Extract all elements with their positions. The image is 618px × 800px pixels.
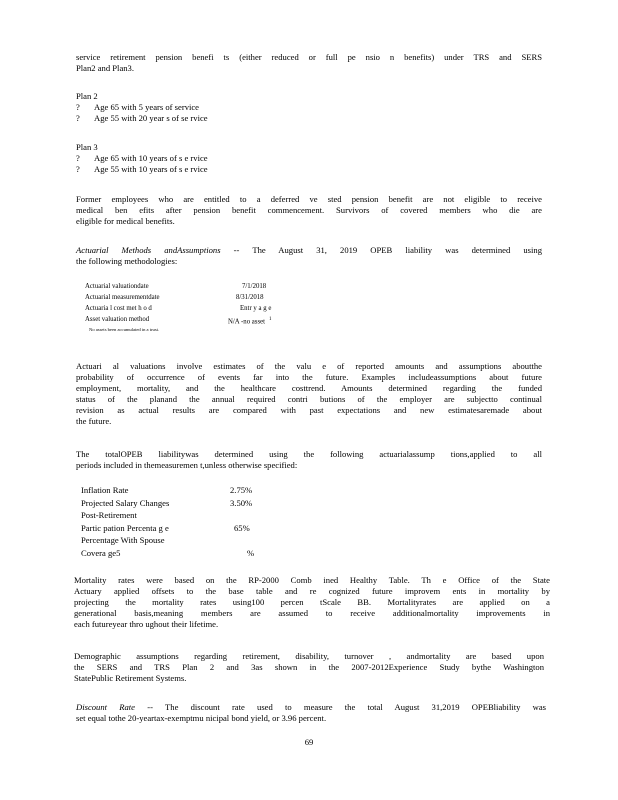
paragraph-line: StatePublic Retirement Systems. bbox=[74, 673, 187, 683]
intro-line: Plan2 and Plan3. bbox=[76, 63, 135, 73]
paragraph-line: eligible for medical benefits. bbox=[76, 216, 175, 226]
paragraph-line bbox=[76, 702, 546, 713]
plan3-section bbox=[76, 142, 542, 175]
bullet-marker: ? bbox=[76, 113, 80, 123]
table-value: 8/31/2018 bbox=[236, 294, 264, 301]
table-label: Actuarial measurementdate bbox=[85, 294, 160, 301]
bullet-marker: ? bbox=[76, 164, 80, 174]
paragraph-line: Demographic assumptions regarding retirement, disability, turnover , andmortality are based upon bbox=[74, 651, 544, 661]
paragraph-line: the following methodologies: bbox=[76, 256, 178, 266]
demographic-paragraph bbox=[74, 651, 544, 684]
table-value: 2.75% bbox=[230, 485, 253, 495]
paragraph-text: -- The August 31, 2019 OPEB liability was determined using bbox=[233, 245, 542, 255]
paragraph-line: status of the planand the annual required contri butions of the employer are subjectto continual bbox=[76, 394, 542, 404]
paragraph-line: the SERS and TRS Plan 2 and 3as shown in the 2007-2012Experience Study bythe Washington bbox=[74, 662, 544, 672]
bullet-marker: ? bbox=[76, 102, 80, 112]
list-item bbox=[76, 102, 542, 113]
table-row bbox=[81, 485, 381, 498]
table-value-text: N/A -no asset bbox=[228, 318, 266, 326]
table-label: Percentage With Spouse bbox=[81, 535, 165, 546]
list-item bbox=[76, 164, 542, 175]
table-label: Asset valuation method bbox=[85, 316, 150, 323]
paragraph-line: set equal tothe 20-yeartax-exemptmu nicipal bond yield, or 3.96 percent. bbox=[76, 713, 327, 723]
bullet-marker: ? bbox=[76, 153, 80, 163]
paragraph-line: medical ben efits after pension benefit commencement. Survivors of covered members who die are bbox=[76, 205, 542, 215]
list-item-text: Age 55 with 20 year s of se rvice bbox=[94, 113, 208, 123]
paragraph-line bbox=[76, 245, 542, 256]
footnote-text: No assets been accumulated in a trust. bbox=[89, 327, 160, 332]
paragraph-line: the future. bbox=[76, 416, 112, 426]
section-heading: Actuarial Methods andAssumptions bbox=[76, 245, 221, 255]
paragraph-line: Former employees who are entitled to a deferred ve sted pension benefit are not eligible to receive bbox=[76, 194, 542, 204]
assumptions-table bbox=[81, 485, 381, 561]
table-label: Covera ge5 bbox=[81, 547, 121, 558]
footnote bbox=[85, 326, 385, 335]
table-row bbox=[85, 282, 385, 293]
table-label: Actuaria l cost met h o d bbox=[85, 305, 152, 312]
total-opeb-paragraph bbox=[76, 449, 542, 471]
paragraph-line: Mortality rates were based on the RP-2000 Comb ined Healthy Table. Th e Office of the State bbox=[74, 575, 550, 585]
page-number: 69 bbox=[304, 737, 314, 747]
list-item bbox=[76, 113, 542, 124]
plan2-heading: Plan 2 bbox=[76, 91, 98, 101]
list-item-text: Age 65 with 10 years of s e rvice bbox=[94, 153, 208, 163]
paragraph-line: each futureyear thro ughout their lifetime. bbox=[74, 619, 219, 629]
actuarial-table bbox=[85, 282, 385, 335]
actuarial-methods-section bbox=[76, 245, 542, 267]
mortality-paragraph bbox=[74, 575, 550, 630]
table-label: Projected Salary Changes bbox=[81, 497, 170, 508]
table-row bbox=[85, 304, 385, 315]
intro-paragraph bbox=[76, 52, 542, 74]
paragraph-line: generational basis,meaning members are assumed to receive additionalmortality improvements in bbox=[74, 608, 550, 618]
table-value: 3.50% bbox=[230, 497, 253, 508]
plan3-heading: Plan 3 bbox=[76, 142, 98, 152]
section-heading: Discount Rate bbox=[76, 702, 135, 712]
table-row bbox=[85, 293, 385, 304]
list-item-text: Age 65 with 5 years of service bbox=[94, 102, 200, 112]
table-row bbox=[81, 498, 381, 511]
table-value bbox=[228, 315, 272, 326]
table-value: 65% bbox=[234, 522, 250, 533]
list-item-text: Age 55 with 10 years of s e rvice bbox=[94, 164, 208, 174]
list-item bbox=[76, 153, 542, 164]
table-row bbox=[85, 315, 385, 326]
paragraph-text: -- The discount rate used to measure the total August 31,2019 OPEBliability was bbox=[147, 702, 546, 712]
table-value: % bbox=[247, 547, 255, 558]
discount-rate-section bbox=[76, 702, 546, 724]
valuations-paragraph bbox=[76, 361, 542, 427]
paragraph-line: The totalOPEB liabilitywas determined using the following actuarialassump tions,applied to all bbox=[76, 449, 542, 459]
paragraph-line: employment, mortality, and the healthcare costtrend. Amounts determined regarding the funded bbox=[76, 383, 542, 393]
table-row bbox=[81, 548, 381, 561]
intro-line: service retirement pension benefi ts (either reduced or full pe nsio n benefits) under TRS and SERS bbox=[76, 52, 542, 62]
footnote-marker: 1 bbox=[269, 317, 272, 322]
paragraph-line: periods included in themeasuremen t,unless otherwise specified: bbox=[76, 460, 298, 470]
paragraph-line: projecting the mortality rates using100 percen tScale BB. Mortalityrates are applied on a bbox=[74, 597, 550, 607]
table-value: Entr y a g e bbox=[240, 305, 272, 312]
table-row bbox=[81, 510, 381, 523]
table-label: Partic pation Percenta g e bbox=[81, 522, 169, 533]
table-label: Inflation Rate bbox=[81, 485, 129, 495]
table-label: Actuarial valuationdate bbox=[85, 283, 149, 290]
paragraph-line: Actuary applied offsets to the base table and re cognized future improvem ents in mortality by bbox=[74, 586, 550, 596]
former-employees-paragraph bbox=[76, 194, 542, 227]
table-row bbox=[81, 523, 381, 536]
plan2-section bbox=[76, 91, 542, 124]
table-row bbox=[81, 535, 381, 548]
table-value: 7/1/2018 bbox=[242, 283, 267, 290]
table-label: Post-Retirement bbox=[81, 510, 137, 521]
paragraph-line: probability of occurrence of events far into the future. Examples includeassumptions about future bbox=[76, 372, 542, 382]
paragraph-line: revision as actual results are compared with past expectations and new estimatesaremade about bbox=[76, 405, 542, 415]
paragraph-line: Actuari al valuations involve estimates of the valu e of reported amounts and assumptions aboutthe bbox=[76, 361, 542, 371]
